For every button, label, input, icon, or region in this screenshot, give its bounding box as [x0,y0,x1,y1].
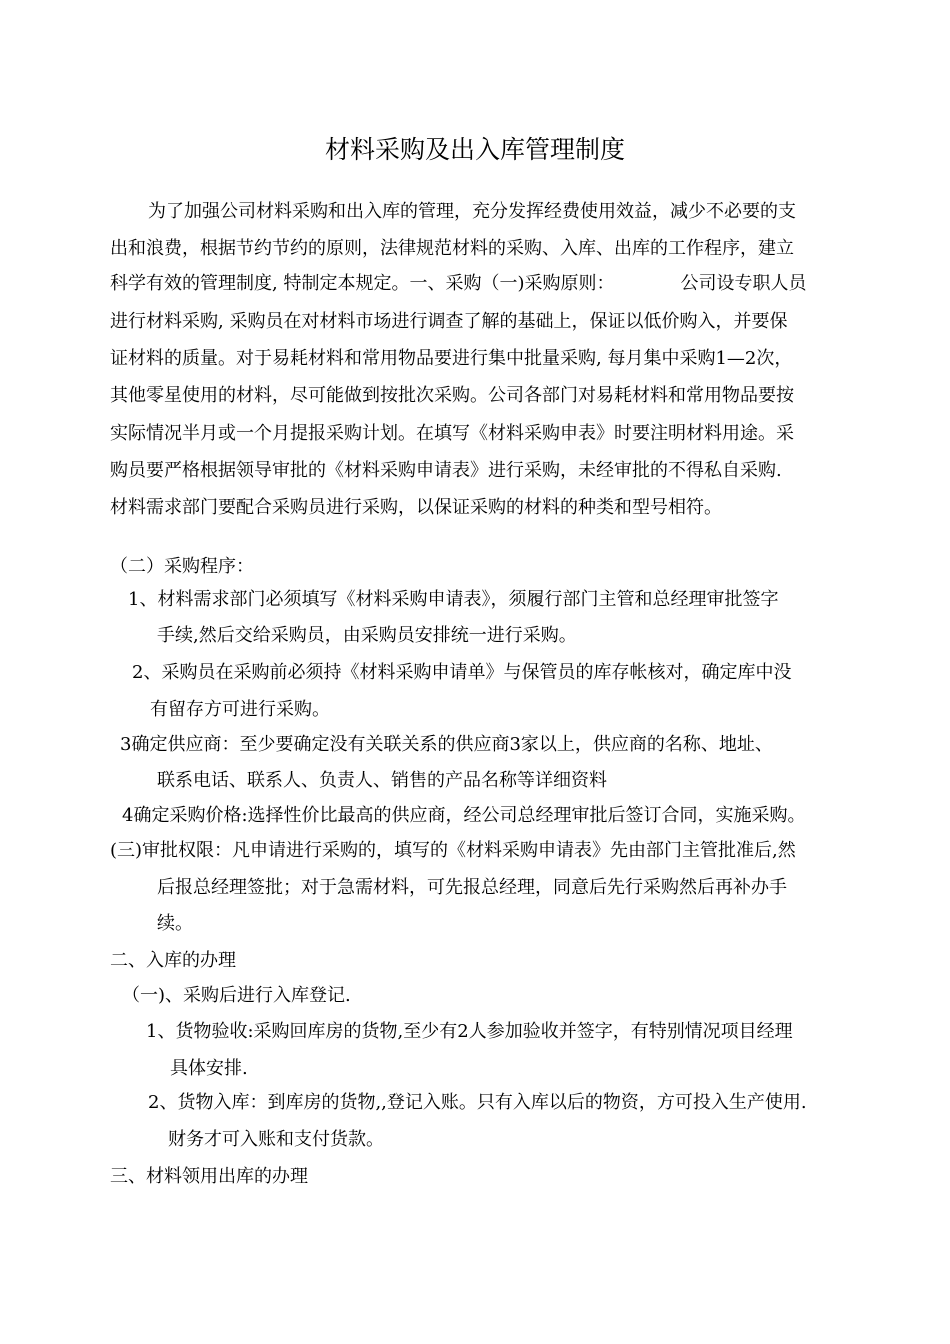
intro-line-2: 出和浪费，根据节约节约的原则，法律规范材料的采购、入库、出库的工作程序，建立 [110,238,794,259]
intro-line-3b: 公司设专职人员 [680,273,807,294]
approval-line-2: 后报总经理签批；对于急需材料，可先报总经理，同意后先行采购然后再补办手 [157,877,787,898]
document-title: 材料采购及出入库管理制度 [324,135,625,164]
intro-line-7: 实际情况半月或一个月提报采购计划。在填写《材料采购申表》时要注明材料用途。采 [110,423,794,444]
intro-line-9: 材料需求部门要配合采购员进行采购，以保证采购的材料的种类和型号相符。 [110,497,722,518]
intro-line-6: 其他零星使用的材料，尽可能做到按批次采购。公司各部门对易耗材料和常用物品要按 [110,385,794,406]
section-2-item-2-line-2: 财务才可入账和支付货款。 [168,1129,384,1150]
intro-line-1: 为了加强公司材料采购和出入库的管理，充分发挥经费使用效益，减少不必要的支 [148,201,796,222]
approval-line-1: (三)审批权限：凡申请进行采购的，填写的《材料采购申请表》先由部门主管批准后,然 [110,840,796,861]
section-2-heading: 二、入库的办理 [110,950,236,971]
intro-line-5: 证材料的质量。对于易耗材料和常用物品要进行集中批量采购, 每月集中采购1—2次， [110,348,793,369]
intro-line-4: 进行材料采购, 采购员在对材料市场进行调查了解的基础上，保证以低价购入，并要保 [110,311,788,332]
procedure-item-4-line-1: 4确定采购价格:选择性价比最高的供应商，经公司总经理审批后签订合同，实施采购。 [122,805,806,826]
section-2-item-1-line-1: 1、货物验收:采购回库房的货物,至少有2人参加验收并签字，有特别情况项目经理 [146,1021,793,1042]
intro-line-8: 购员要严格根据领导审批的《材料采购申请表》进行采购，未经审批的不得私自采购. [110,460,782,481]
intro-line-3a: 科学有效的管理制度, 特制定本规定。一、采购（一)采购原则： [110,273,615,294]
procedure-item-2-line-1: 2、采购员在采购前必须持《材料采购申请单》与保管员的库存帐核对，确定库中没 [132,662,792,683]
section-2-item-1-line-2: 具体安排. [170,1058,248,1079]
section-2-subheading: （一)、采购后进行入库登记. [122,985,351,1006]
procedure-item-1-line-2: 手续,然后交给采购员，由采购员安排统一进行采购。 [157,625,577,646]
approval-line-3: 续。 [157,913,193,934]
intro-line-3 [110,271,806,297]
section-3-heading: 三、材料领用出库的办理 [110,1166,308,1187]
procedure-heading: （二）采购程序： [110,556,254,577]
procedure-item-3-line-1: 3确定供应商：至少要确定没有关联关系的供应商3家以上，供应商的名称、地址、 [120,734,773,755]
procedure-item-2-line-2: 有留存方可进行采购。 [150,699,330,720]
procedure-item-3-line-2: 联系电话、联系人、负责人、销售的产品名称等详细资料 [157,770,607,791]
section-2-item-2-line-1: 2、货物入库：到库房的货物,,登记入账。只有入库以后的物资，方可投入生产使用. [148,1092,807,1113]
procedure-item-1-line-1: 1、材料需求部门必须填写《材料采购申请表》，须履行部门主管和总经理审批签字 [128,589,779,610]
